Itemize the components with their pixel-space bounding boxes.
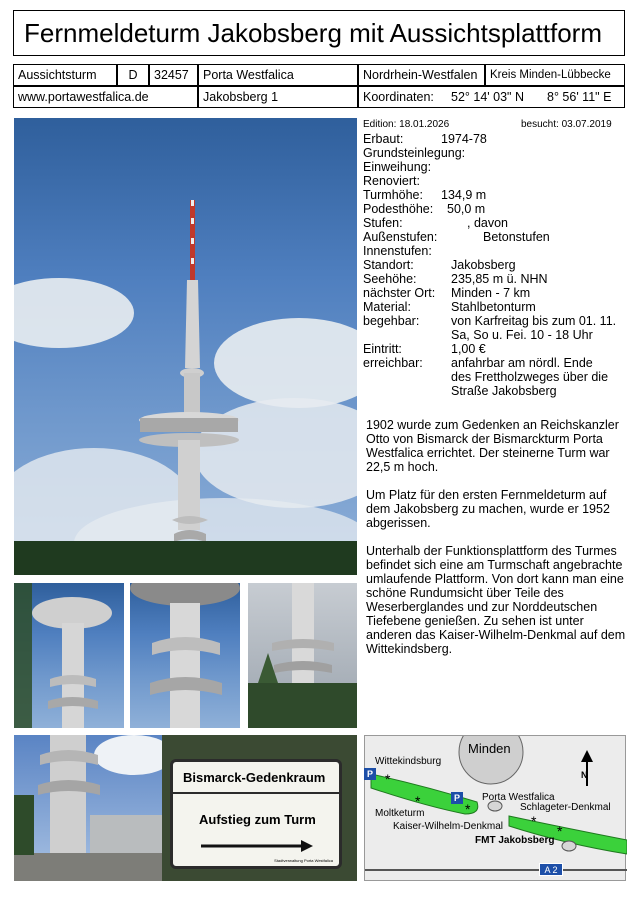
inner-steps-label: Innenstufen:	[363, 244, 432, 258]
location-map	[364, 735, 626, 881]
map-label-fmt: FMT Jakobsberg	[475, 835, 555, 846]
arrow-right-icon	[197, 836, 317, 856]
description-paragraph: Um Platz für den ersten Fernmeldeturm auf dem Jakobsberg zu machen, wurde er 1952 abgerissen.	[366, 488, 610, 530]
district: Kreis Minden-Lübbecke	[485, 64, 625, 86]
postcode: 32457	[149, 64, 198, 86]
location-label: Standort:	[363, 258, 414, 272]
reachable-label: erreichbar:	[363, 356, 423, 370]
parking-icon: P	[364, 768, 376, 780]
longitude: 8° 56' 11" E	[547, 90, 612, 104]
description-paragraph: 1902 wurde zum Gedenken an Reichskanzler Otto von Bismarck der Bismarckturm Porta Westfalica errichtet. Der steinerne Turm war 22,5 m hoch.	[366, 418, 619, 474]
elevation-value: 235,85 m ü. NHN	[451, 272, 548, 286]
map-label-porta: Porta Westfalica	[482, 792, 555, 803]
map-label-moltketurm: Moltketurm	[375, 808, 425, 819]
tower-height-value: 134,9 m	[441, 188, 487, 202]
tower-type: Aussichtsturm	[13, 64, 117, 86]
town: Porta Westfalica	[198, 64, 358, 86]
page-title: Fernmeldeturm Jakobsberg mit Aussichtsplattform	[13, 10, 625, 56]
platform-height-label: Podesthöhe:	[363, 202, 434, 216]
elevation-label: Seehöhe:	[363, 272, 417, 286]
sign-line-2: Aufstieg zum Turm	[199, 812, 316, 827]
monument-star: *	[557, 823, 563, 839]
monument-star: *	[531, 813, 537, 829]
sign-credit: Stadtverwaltung Porta Westfalica	[274, 858, 333, 863]
built-label: Erbaut:	[363, 132, 404, 146]
latitude: 52° 14' 03" N	[451, 90, 524, 104]
accessible-value-1: von Karfreitag bis zum 01. 11.	[451, 314, 617, 328]
website-link[interactable]: www.portawestfalica.de	[13, 86, 198, 108]
admission-value: 1,00 €	[451, 342, 486, 356]
parking-icon: P	[451, 792, 463, 804]
country-code: D	[117, 64, 149, 86]
reachable-value-1: anfahrbar am nördl. Ende	[451, 356, 593, 370]
sign-photo	[162, 735, 357, 881]
accessible-value-2: Sa, So u. Fei. 10 - 18 Uhr	[451, 328, 593, 342]
tower-detail-photo-3	[248, 583, 357, 728]
outer-steps-value: Betonstufen	[483, 230, 550, 244]
motorway-sign: A 2	[539, 863, 563, 876]
state: Nordrhein-Westfalen	[358, 64, 485, 86]
sign-line-1: Bismarck-Gedenkraum	[183, 770, 326, 785]
address: Jakobsberg 1	[198, 86, 358, 108]
fmt-marker	[562, 841, 576, 851]
inauguration-label: Einweihung:	[363, 160, 432, 174]
reachable-value-2: des Frettholzweges über die	[451, 370, 609, 384]
steps-label: Stufen:	[363, 216, 403, 230]
reachable-value-3: Straße Jakobsberg	[451, 384, 557, 398]
tower-main-photo	[14, 118, 357, 575]
description-paragraph: Unterhalb der Funktionsplattform des Turmes befindet sich eine am Turmschaft angebrachte umlaufende Plattform. Von dort kann man eine schöne Rundumsicht über Teile des Weserberglandes und zur Norddeutschen Tiefebene genießen. Zu sehen ist unter anderen das Kaiser-Wilhelm-Denkmal auf dem Wittekindsberg.	[366, 544, 626, 656]
renovated-label: Renoviert:	[363, 174, 420, 188]
monument-star: *	[385, 771, 391, 787]
platform-height-value: 50,0 m	[447, 202, 486, 216]
sign-board	[170, 759, 342, 869]
material-label: Material:	[363, 300, 411, 314]
tower-base-photo	[14, 735, 162, 881]
outer-steps-label: Außenstufen:	[363, 230, 438, 244]
map-label-wittekindsburg: Wittekindsburg	[375, 756, 442, 767]
map-north-label: N	[581, 770, 588, 780]
map-city-label: Minden	[468, 741, 511, 756]
tower-detail-photo-1	[14, 583, 124, 728]
location-value: Jakobsberg	[451, 258, 516, 272]
coordinates	[358, 86, 625, 108]
description	[366, 418, 628, 670]
foundation-label: Grundsteinlegung:	[363, 146, 466, 160]
material-value: Stahlbetonturm	[451, 300, 536, 314]
nearest-town-value: Minden - 7 km	[451, 286, 531, 300]
monument-star: *	[465, 801, 471, 817]
visited-date: besucht: 03.07.2019	[521, 119, 612, 130]
facts-panel	[363, 118, 625, 398]
monument-star: *	[415, 793, 421, 809]
steps-value: , davon	[467, 216, 509, 230]
admission-label: Eintritt:	[363, 342, 402, 356]
map-label-schlageter: Schlageter-Denkmal	[520, 802, 611, 813]
edition-date: Edition: 18.01.2026	[363, 119, 450, 130]
map-label-kaiser: Kaiser-Wilhelm-Denkmal	[393, 821, 504, 832]
tower-detail-photo-2	[130, 583, 240, 728]
accessible-label: begehbar:	[363, 314, 420, 328]
nearest-town-label: nächster Ort:	[363, 286, 436, 300]
tower-height-label: Turmhöhe:	[363, 188, 423, 202]
coord-label: Koordinaten:	[363, 90, 434, 104]
built-value: 1974-78	[441, 132, 487, 146]
